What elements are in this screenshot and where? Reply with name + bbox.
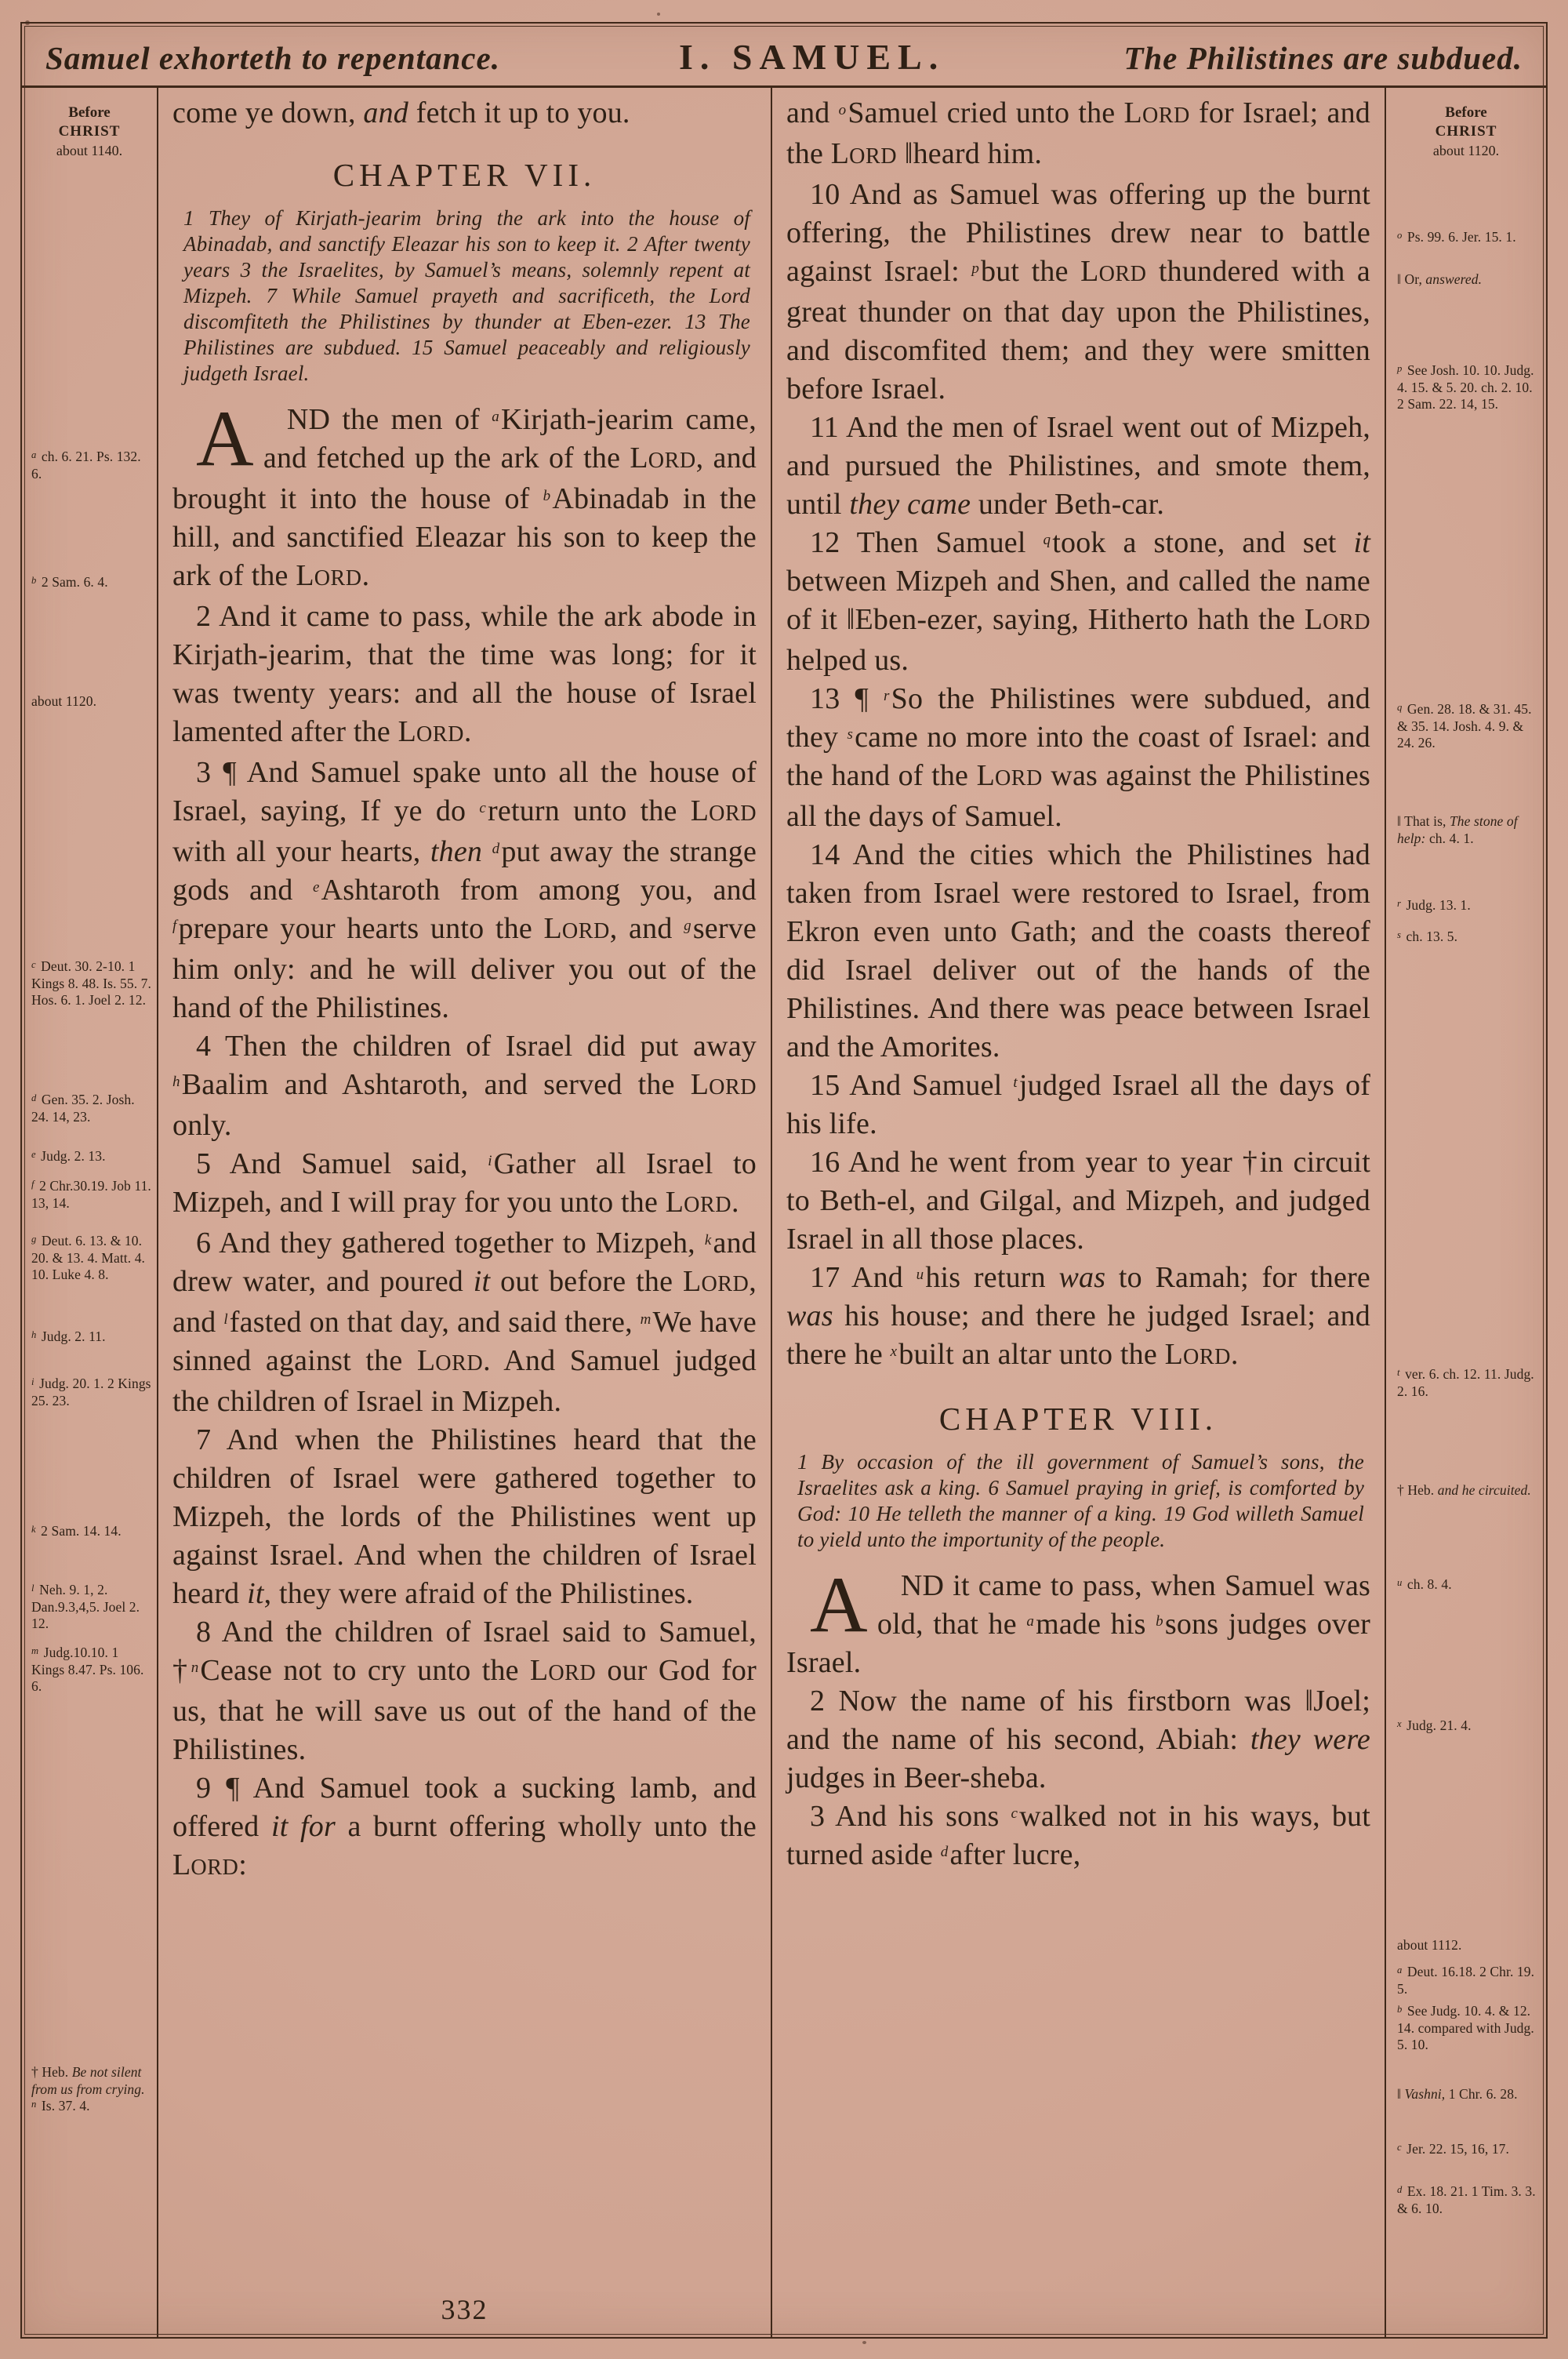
cross-reference-mark: n xyxy=(191,1659,199,1676)
cross-reference-mark: u xyxy=(1397,1576,1403,1588)
running-header xyxy=(22,24,1546,88)
divine-name: LORD xyxy=(976,759,1043,792)
margin-note: $^c$ Jer. 22. 15, 16, 17. xyxy=(1397,2141,1509,2157)
margin-note: $^i$ Judg. 20. 1. 2 Kings 25. 23. xyxy=(31,1376,151,1408)
margin-note: $^l$ Neh. 9. 1, 2. Dan.9.3,4,5. Joel 2. 12. xyxy=(31,1582,140,1631)
divine-name: LORD xyxy=(172,1848,239,1881)
cross-reference-mark: b xyxy=(1397,2003,1403,2015)
margin-note: $^a$ ch. 6. 21. Ps. 132. 6. xyxy=(31,449,141,482)
cross-reference-mark: c xyxy=(1011,1805,1018,1822)
margin-note: $^k$ 2 Sam. 14. 14. xyxy=(31,1523,122,1539)
margin-note: ‖ Vashni, 1 Chr. 6. 28. xyxy=(1397,2086,1518,2102)
cross-reference-mark: s xyxy=(847,725,854,743)
verse-paragraph: 7 And when the Philistines heard that the children of Israel were gathered together to Mizpeh, the lords of the Philistines went up against Israel. And when the children of Israel heard it, they were afraid of the Philistines. xyxy=(172,1423,757,1610)
divine-name: LORD xyxy=(1080,255,1147,288)
cross-reference-mark: h xyxy=(172,1073,180,1090)
cross-reference-mark: k xyxy=(31,1523,36,1535)
verse-paragraph: 10 And as Samuel was offering up the burnt offering, the Philistines drew near to battle against Israel: $^p$but the LORD thundered with a great thunder on that day upon the Philistines, and discomfited them; and they were smitten before Israel. xyxy=(786,178,1370,405)
cross-reference-mark: i xyxy=(488,1152,492,1169)
cross-reference-mark: h xyxy=(31,1329,37,1340)
margin-note: $^t$ ver. 6. ch. 12. 11. Judg. 2. 16. xyxy=(1397,1366,1534,1399)
cross-reference-mark: o xyxy=(838,101,847,118)
cross-reference-mark: d xyxy=(1397,2183,1403,2195)
divine-name: LORD xyxy=(543,912,610,945)
margin-note: † Heb. Be not silent from us from crying. $^n$ Is. 37. 4. xyxy=(31,2064,145,2114)
cross-reference-mark: s xyxy=(1397,929,1402,940)
margin-note: $^s$ ch. 13. 5. xyxy=(1397,929,1458,944)
cross-reference-mark: m xyxy=(640,1310,652,1328)
divine-name: LORD xyxy=(296,559,362,592)
cross-reference-mark: k xyxy=(704,1231,712,1249)
margin-note: about 1120. xyxy=(31,693,97,709)
cross-reference-mark: t xyxy=(1397,1366,1400,1378)
margin-note: $^r$ Judg. 13. 1. xyxy=(1397,897,1471,913)
bc-line: about 1120. xyxy=(1432,143,1500,158)
verse-paragraph: 4 Then the children of Israel did put away $^h$Baalim and Ashtaroth, and served the LORD only. xyxy=(172,1030,757,1142)
verse-paragraph: 9 ¶ And Samuel took a sucking lamb, and offered it for a burnt offering wholly unto the LORD: xyxy=(172,1772,757,1881)
paper-speck xyxy=(657,13,660,16)
bc-line: CHRIST xyxy=(1435,123,1497,140)
cross-reference-mark: e xyxy=(31,1148,36,1160)
cross-reference-mark: l xyxy=(31,1582,34,1594)
margin-note: $^b$ 2 Sam. 6. 4. xyxy=(31,574,108,590)
margin-note: $^u$ ch. 8. 4. xyxy=(1397,1576,1452,1592)
margin-note: $^a$ Deut. 16.18. 2 Chr. 19. 5. xyxy=(1397,1964,1535,1997)
cross-reference-mark: g xyxy=(31,1233,37,1245)
verse-paragraph: 8 And the children of Israel said to Samuel, †$^n$Cease not to cry unto the LORD our God for us, that he will save us out of the hand of the Philistines. xyxy=(172,1616,757,1766)
text-column-right-body xyxy=(786,94,1370,1874)
cross-reference-mark: a xyxy=(31,449,37,460)
cross-reference-mark: x xyxy=(1397,1717,1402,1729)
cross-reference-mark: o xyxy=(1397,229,1403,241)
drop-cap: A xyxy=(196,394,254,483)
margin-note: $^c$ Deut. 30. 2-10. 1 Kings 8. 48. Is. 55. 7. Hos. 6. 1. Joel 2. 12. xyxy=(31,958,151,1008)
bc-line: CHRIST xyxy=(58,123,121,140)
cross-reference-mark: q xyxy=(1043,531,1051,548)
cross-reference-mark: b xyxy=(31,574,37,586)
verse-paragraph: come ye down, and fetch it up to you. xyxy=(172,96,630,129)
verse-paragraph: A ND it came to pass, when Samuel was old, that he $^a$made his $^b$sons judges over Israel. xyxy=(786,1561,1371,1679)
text-column-left xyxy=(157,88,772,2337)
verse-paragraph: 11 And the men of Israel went out of Mizpeh, and pursued the Philistines, and smote them, until they came under Beth-car. xyxy=(786,411,1370,521)
margin-note: $^h$ Judg. 2. 11. xyxy=(31,1329,106,1344)
chapter-heading: CHAPTER VII. xyxy=(332,157,597,193)
cross-reference-mark: n xyxy=(31,2098,37,2110)
cross-reference-mark: c xyxy=(1397,2141,1402,2153)
verse-paragraph: 6 And they gathered together to Mizpeh, $^k$and drew water, and poured it out before the LORD, and $^l$fasted on that day, and said there, $^m$We have sinned against the LORD. And Samuel judged the children of Israel in Mizpeh. xyxy=(172,1227,757,1418)
cross-reference-mark: r xyxy=(884,687,890,704)
divine-name: LORD xyxy=(683,1265,750,1298)
margin-note: $^e$ Judg. 2. 13. xyxy=(31,1148,106,1164)
cross-reference-mark: m xyxy=(31,1645,39,1656)
divine-name: LORD xyxy=(630,442,696,474)
divine-name: LORD xyxy=(397,715,464,748)
chapter-summary: 1 By occasion of the ill government of Samuel’s sons, the Israelites ask a king. 6 Samuel praying in grief, is comforted by God: 10 He telleth the manner of a king. 19 God willeth Samuel to yield unto the importunity of the people. xyxy=(797,1450,1364,1551)
text-column-right xyxy=(772,88,1386,2337)
margin-note: $^x$ Judg. 21. 4. xyxy=(1397,1717,1472,1733)
cross-reference-mark: a xyxy=(492,408,499,425)
cross-reference-mark: l xyxy=(223,1310,228,1328)
divine-name: LORD xyxy=(690,1068,757,1101)
book-title: I. SAMUEL. xyxy=(679,37,946,77)
divine-name: LORD xyxy=(416,1344,484,1377)
verse-paragraph: 12 Then Samuel $^q$took a stone, and set it between Mizpeh and Shen, and called the name of it ‖Eben-ezer, saying, Hitherto hath the LORD helped us. xyxy=(786,526,1370,677)
right-margin-notes xyxy=(1386,88,1546,2337)
verse-paragraph: 17 And $^u$his return was to Ramah; for there was his house; and there he judged Israel; and there he $^x$built an altar unto the LORD. xyxy=(786,1261,1370,1371)
cross-reference-mark: a xyxy=(1397,1964,1403,1976)
cross-reference-mark: b xyxy=(543,487,551,504)
chapter-summary: 1 They of Kirjath-jearim bring the ark into the house of Abinadab, and sanctify Eleazar his son to keep it. 2 After twenty years 3 the Israelites, by Samuel’s means, solemnly repent at Mizpeh. 7 While Samuel prayeth and sacrificeth, the Lord discomfiteth the Philistines by thunder at Eben-ezer. 13 The Philistines are subdued. 15 Samuel peaceably and religiously judgeth Israel. xyxy=(183,206,750,385)
running-header-left: Samuel exhorteth to repentance. xyxy=(45,40,500,76)
cross-reference-mark: t xyxy=(1013,1074,1018,1091)
text-column-left-body xyxy=(172,94,757,1887)
cross-reference-mark: i xyxy=(31,1376,34,1387)
margin-note: $^q$ Gen. 28. 18. & 31. 45. & 35. 14. Josh. 4. 9. & 24. 26. xyxy=(1397,701,1532,751)
cross-reference-mark: f xyxy=(172,917,177,934)
cross-reference-mark: c xyxy=(479,799,487,816)
cross-reference-mark: p xyxy=(971,260,980,277)
cross-reference-mark: d xyxy=(492,840,500,857)
cross-reference-mark: r xyxy=(1397,897,1402,909)
left-margin-column xyxy=(22,88,157,2337)
margin-note: ‖ That is, The stone of help: ch. 4. 1. xyxy=(1397,813,1518,846)
divine-name: LORD xyxy=(1304,603,1370,636)
cross-reference-mark: b xyxy=(1156,1612,1163,1630)
left-margin-notes xyxy=(22,88,157,2337)
cross-reference-mark: c xyxy=(31,958,36,970)
verse-paragraph: 2 Now the name of his firstborn was ‖Joel; and the name of his second, Abiah: they were judges in Beer-sheba. xyxy=(786,1685,1371,1794)
margin-note: $^f$ 2 Chr.30.19. Job 11. 13, 14. xyxy=(31,1178,151,1211)
cross-reference-mark: d xyxy=(940,1843,949,1860)
margin-note: † Heb. and he circuited. xyxy=(1397,1482,1531,1498)
verse-paragraph: 16 And he went from year to year †in circuit to Beth-el, and Gilgal, and Mizpeh, and judged Israel in all those places. xyxy=(786,1146,1370,1256)
margin-note: $^g$ Deut. 6. 13. & 10. 20. & 13. 4. Matt. 4. 10. Luke 4. 8. xyxy=(31,1233,146,1282)
verse-paragraph: A ND the men of $^a$Kirjath-jearim came, and fetched up the ark of the LORD, and brought it into the house of $^b$Abinadab in the hill, and sanctified Eleazar his son to keep the ark of the LORD. xyxy=(172,394,757,592)
cross-reference-mark: g xyxy=(684,917,691,934)
verse-paragraph: 3 And his sons $^c$walked not in his ways, but turned aside $^d$after lucre, xyxy=(786,1800,1370,1871)
margin-note: $^d$ Gen. 35. 2. Josh. 24. 14, 23. xyxy=(31,1092,135,1125)
divine-name: LORD xyxy=(830,137,898,170)
margin-note: about 1112. xyxy=(1397,1937,1462,1953)
divine-name: LORD xyxy=(665,1186,732,1219)
verse-paragraph: 2 And it came to pass, while the ark abode in Kirjath-jearim, that the time was long; for it was twenty years: and all the house of Israel lamented after the LORD. xyxy=(172,600,757,748)
cross-reference-mark: x xyxy=(890,1343,898,1360)
cross-reference-mark: q xyxy=(1397,701,1403,713)
margin-note: $^d$ Ex. 18. 21. 1 Tim. 3. 3. & 6. 10. xyxy=(1397,2183,1536,2216)
divine-name: LORD xyxy=(529,1654,597,1687)
verse-paragraph: 5 And Samuel said, $^i$Gather all Israel to Mizpeh, and I will pray for you unto the LORD. xyxy=(172,1147,757,1219)
margin-note: $^m$ Judg.10.10. 1 Kings 8.47. Ps. 106. 6. xyxy=(31,1645,144,1694)
chapter-heading: CHAPTER VIII. xyxy=(938,1401,1218,1437)
cross-reference-mark: u xyxy=(916,1266,924,1283)
cross-reference-mark: d xyxy=(31,1092,37,1103)
margin-note: ‖ Or, answered. xyxy=(1397,271,1483,287)
cross-reference-mark: f xyxy=(31,1178,34,1190)
cross-reference-mark: p xyxy=(1397,362,1403,374)
margin-note: $^o$ Ps. 99. 6. Jer. 15. 1. xyxy=(1397,229,1516,245)
verse-paragraph: 15 And Samuel $^t$judged Israel all the days of his life. xyxy=(786,1069,1370,1140)
verse-paragraph: 14 And the cities which the Philistines had taken from Israel were restored to Israel, from Ekron even unto Gath; and the coasts thereof did Israel deliver out of the hands of the Philistines. And there was peace between Israel and the Amorites. xyxy=(786,838,1370,1063)
drop-cap: A xyxy=(810,1561,868,1649)
page-content xyxy=(22,88,1546,2337)
bc-line: about 1140. xyxy=(56,143,123,158)
bc-line: Before xyxy=(1445,104,1487,121)
margin-note: $^p$ See Josh. 10. 10. Judg. 4. 15. & 5. 20. ch. 2. 10. 2 Sam. 22. 14, 15. xyxy=(1397,362,1534,412)
paper-speck xyxy=(862,2341,866,2344)
divine-name: LORD xyxy=(1123,96,1190,129)
page-number: 332 xyxy=(441,2294,488,2325)
verse-paragraph: 13 ¶ $^r$So the Philistines were subdued, and they $^s$came no more into the coast of Israel: and the hand of the LORD was against the Philistines all the days of Samuel. xyxy=(786,682,1371,833)
divine-name: LORD xyxy=(690,794,757,827)
verse-paragraph: 3 ¶ And Samuel spake unto all the house of Israel, saying, If ye do $^c$return unto the LORD with all your hearts, then $^d$put away the strange gods and $^e$Ashtaroth from among you, and $^f$prepare your hearts unto the LORD, and $^g$serve him only: and he will deliver you out of the hand of the Philistines. xyxy=(172,756,757,1024)
verse-paragraph: and $^o$Samuel cried unto the LORD for Israel; and the LORD ‖heard him. xyxy=(786,96,1371,170)
bc-line: Before xyxy=(68,104,111,121)
running-header-right: The Philistines are subdued. xyxy=(1123,40,1523,76)
margin-note: $^b$ See Judg. 10. 4. & 12. 14. compared with Judg. 5. 10. xyxy=(1397,2003,1534,2052)
cross-reference-mark: a xyxy=(1026,1612,1035,1630)
divine-name: LORD xyxy=(1164,1338,1231,1371)
right-margin-column xyxy=(1386,88,1546,2337)
cross-reference-mark: e xyxy=(312,878,320,896)
page-frame xyxy=(20,22,1548,2339)
